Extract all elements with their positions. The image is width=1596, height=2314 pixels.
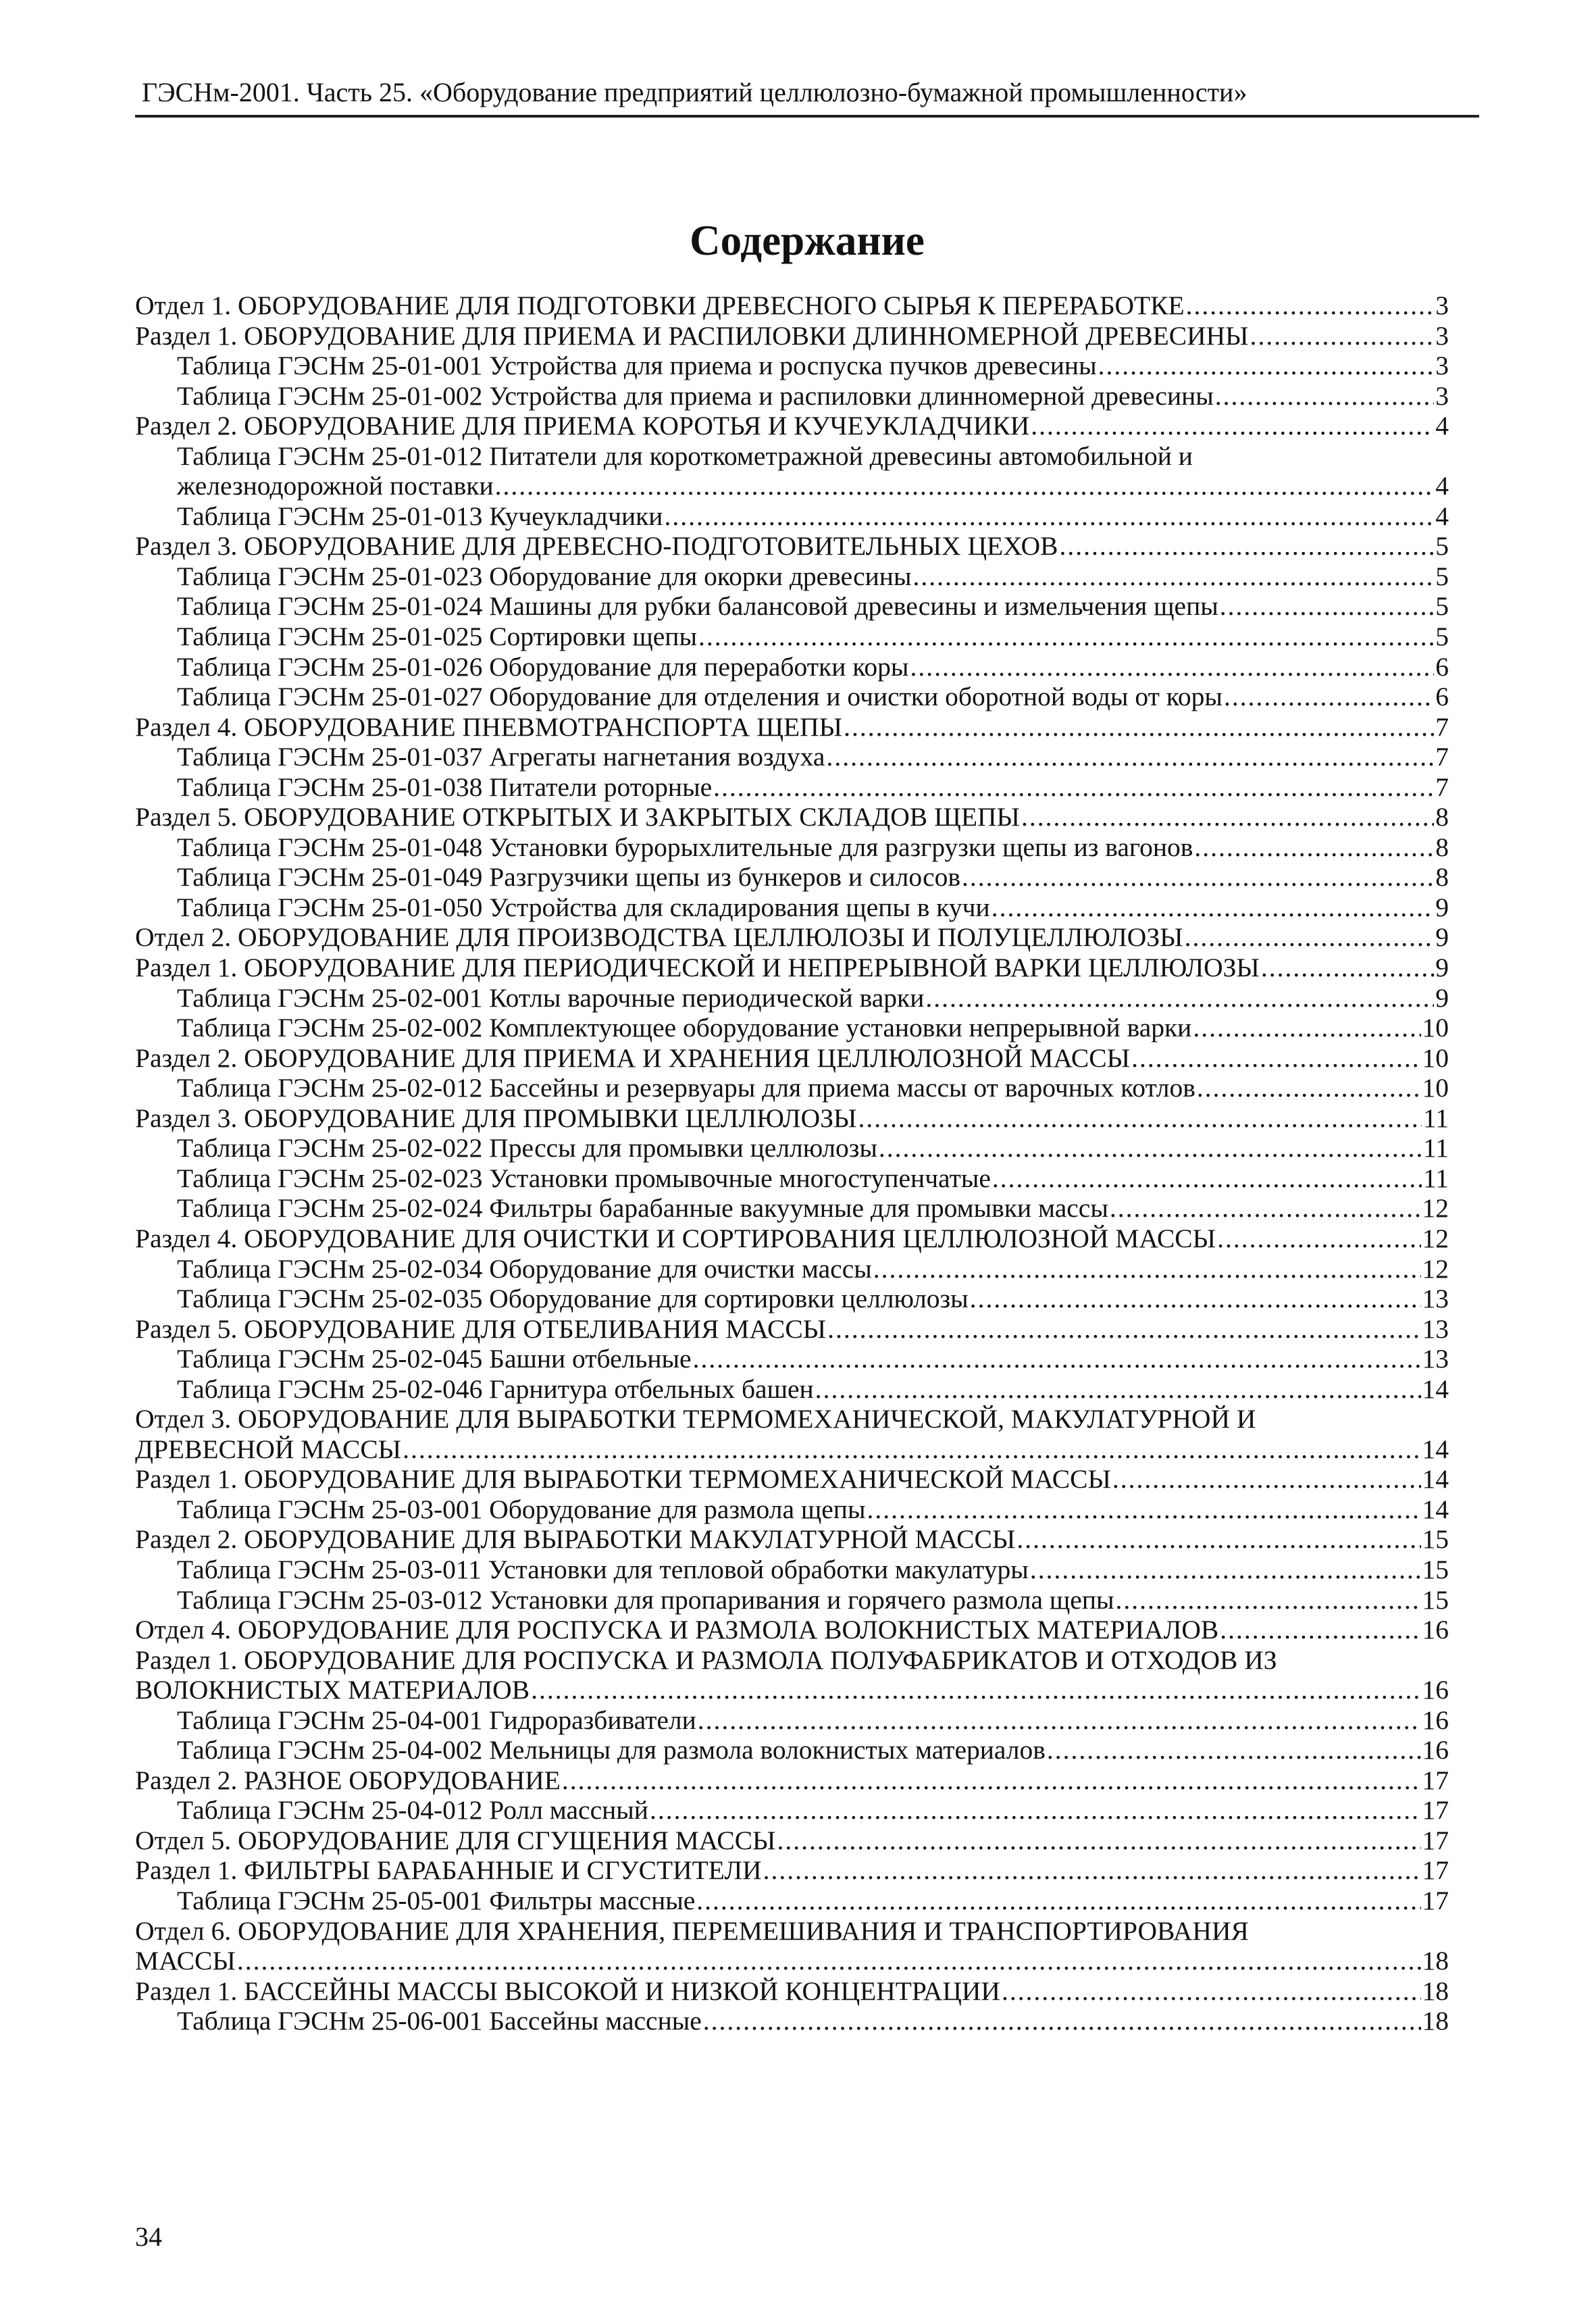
toc-entry-row: [177, 652, 1449, 682]
toc-entry-text: Таблица ГЭСНм 25-01-050 Устройства для складирования щепы в кучи: [177, 892, 990, 922]
toc-entry-text: Таблица ГЭСНм 25-01-023 Оборудование для окорки древесины: [177, 561, 912, 591]
toc-page-number: 7: [1435, 742, 1449, 772]
toc-page-number: 10: [1422, 1073, 1449, 1103]
toc-page-number: 3: [1435, 320, 1449, 351]
dot-leader: [562, 1765, 1421, 1796]
toc-page-number: 4: [1435, 471, 1449, 501]
toc-entry-row: [135, 1826, 1449, 1856]
toc-table-entry[interactable]: [135, 1284, 1449, 1314]
toc-page-number: 9: [1435, 953, 1449, 983]
toc-page-number: 5: [1435, 561, 1449, 591]
toc-page-number: 8: [1435, 862, 1449, 892]
toc-entry-row: [135, 1043, 1449, 1074]
toc-entry-text: Таблица ГЭСНм 25-03-012 Установки для пропаривания и горячего размола щепы: [177, 1584, 1114, 1615]
toc-table-entry[interactable]: [135, 652, 1449, 682]
toc-page-number: 14: [1422, 1374, 1449, 1404]
toc-entry-row: [177, 1886, 1449, 1916]
dot-leader: [879, 1133, 1422, 1163]
toc-entry-row: [135, 712, 1449, 743]
toc-entry-text: Таблица ГЭСНм 25-01-048 Установки бурорыхлительные для разгрузки щепы из вагонов: [177, 832, 1193, 862]
toc-entry-row: [135, 291, 1449, 321]
toc-entry-row: [177, 1013, 1449, 1043]
toc-section-entry[interactable]: [135, 1314, 1449, 1344]
dot-leader: [1031, 411, 1434, 441]
toc-entry-text-continued: железнодорожной поставки: [177, 471, 494, 501]
toc-entry-row: [177, 892, 1449, 923]
dot-leader: [1016, 1524, 1420, 1555]
dot-leader: [867, 1494, 1420, 1525]
toc-page-number: 13: [1422, 1313, 1449, 1344]
dot-leader: [1250, 321, 1435, 351]
toc-page-number: 9: [1435, 922, 1449, 953]
toc-entry-text: Таблица ГЭСНм 25-01-027 Оборудование для отделения и очистки оборотной воды от коры: [177, 682, 1222, 712]
dot-leader: [1030, 1555, 1421, 1585]
toc-entry-row: [135, 1946, 1449, 1976]
toc-entry-row: [177, 1735, 1449, 1765]
toc-page-number: 8: [1435, 802, 1449, 832]
toc-entry-row: [177, 862, 1449, 892]
toc-page-number: 7: [1435, 711, 1449, 742]
toc-entry-row: [177, 1374, 1449, 1405]
toc-entry-text: Раздел 1. ОБОРУДОВАНИЕ ДЛЯ ПРИЕМА И РАСПИЛОВКИ ДЛИННОМЕРНОЙ ДРЕВЕСИНЫ: [135, 320, 1249, 351]
toc-entry-text: Таблица ГЭСНм 25-01-001 Устройства для приема и роспуска пучков древесины: [177, 351, 1097, 381]
dot-leader: [1112, 1464, 1421, 1494]
dot-leader: [698, 1705, 1421, 1736]
toc-table-entry[interactable]: [135, 1073, 1449, 1103]
toc-entry-text: Таблица ГЭСНм 25-01-024 Машины для рубки балансовой древесины и измельчения щепы: [177, 591, 1218, 622]
toc-entry-text: Отдел 2. ОБОРУДОВАНИЕ ДЛЯ ПРОИЗВОДСТВА ЦЕЛЛЮЛОЗЫ И ПОЛУЦЕЛЛЮЛОЗЫ: [135, 922, 1183, 953]
toc-entry-text: Таблица ГЭСНм 25-03-011 Установки для тепловой обработки макулатуры: [177, 1554, 1029, 1584]
toc-entry-row: [177, 1254, 1449, 1284]
toc-entry-text: Раздел 1. ОБОРУДОВАНИЕ ДЛЯ РОСПУСКА И РАЗМОЛА ПОЛУФАБРИКАТОВ И ОТХОДОВ ИЗ: [135, 1644, 1277, 1675]
toc-table-entry[interactable]: [135, 892, 1449, 923]
toc-section-entry[interactable]: [135, 291, 1449, 321]
toc-entry-row: [177, 1193, 1449, 1224]
toc-entry-row: [177, 1494, 1449, 1525]
dot-leader: [1194, 832, 1434, 863]
toc-page-number: 3: [1435, 380, 1449, 411]
toc-table-entry[interactable]: [135, 1254, 1449, 1284]
toc-entry-row: [177, 742, 1449, 772]
toc-table-entry[interactable]: [135, 1494, 1449, 1525]
toc-entry-text: Таблица ГЭСНм 25-04-012 Ролл массный: [177, 1795, 648, 1826]
toc-entry-row: [135, 1976, 1449, 2007]
toc-entry-text-continued: МАССЫ: [135, 1946, 236, 1976]
toc-page-number: 17: [1422, 1855, 1449, 1886]
toc-entry-row: [177, 1585, 1449, 1615]
dot-leader: [1197, 1073, 1421, 1103]
toc-page-number: 6: [1435, 682, 1449, 712]
toc-table-entry[interactable]: [135, 772, 1449, 803]
toc-entry-text: Таблица ГЭСНм 25-02-035 Оборудование для сортировки целлюлозы: [177, 1284, 969, 1314]
toc-section-entry[interactable]: [135, 1615, 1449, 1645]
toc-table-entry[interactable]: [135, 1705, 1449, 1736]
toc-entry-row: [177, 1163, 1449, 1194]
toc-entry-text: Отдел 4. ОБОРУДОВАНИЕ ДЛЯ РОСПУСКА И РАЗМОЛА ВОЛОКНИСТЫХ МАТЕРИАЛОВ: [135, 1615, 1219, 1645]
toc-section-entry[interactable]: [135, 1645, 1449, 1705]
toc-entry-row: [177, 351, 1449, 381]
toc-page-number: 17: [1422, 1795, 1449, 1826]
toc-page-number: 15: [1422, 1584, 1449, 1615]
dot-leader: [1261, 953, 1434, 983]
toc-entry-row: [177, 1555, 1449, 1585]
dot-leader: [237, 1946, 1421, 1976]
toc-entry-row: [135, 802, 1449, 832]
dot-leader: [826, 742, 1434, 772]
dot-leader: [992, 1163, 1422, 1194]
toc-entry-text-continued: ДРЕВЕСНОЙ МАССЫ: [135, 1434, 402, 1464]
toc-entry-text: Таблица ГЭСНм 25-02-023 Установки промывочные многоступенчатые: [177, 1163, 991, 1193]
toc-table-entry[interactable]: [135, 2006, 1449, 2036]
dot-leader: [650, 1795, 1421, 1826]
dot-leader: [1193, 1013, 1420, 1043]
toc-entry-text: Раздел 5. ОБОРУДОВАНИЕ ДЛЯ ОТБЕЛИВАНИЯ МАССЫ: [135, 1313, 827, 1344]
toc-entry-row: [177, 1705, 1449, 1736]
toc-entry-text: Таблица ГЭСНм 25-01-038 Питатели роторные: [177, 772, 713, 802]
dot-leader: [992, 892, 1435, 923]
toc-page-number: 16: [1422, 1615, 1449, 1645]
toc-entry-row: [177, 591, 1449, 622]
dot-leader: [1186, 291, 1435, 321]
toc-entry-text: Таблица ГЭСНм 25-02-022 Прессы для промывки целлюлозы: [177, 1133, 877, 1163]
toc-entry-text: Таблица ГЭСНм 25-02-002 Комплектующее оборудование установки непрерывной варки: [177, 1013, 1192, 1043]
toc-page-number: 9: [1435, 892, 1449, 922]
toc-page-number: 5: [1435, 531, 1449, 561]
toc-table-entry[interactable]: [135, 1585, 1449, 1615]
dot-leader: [664, 501, 1434, 532]
toc-section-entry[interactable]: [135, 531, 1449, 561]
toc-page-number: 14: [1422, 1434, 1449, 1464]
toc-table-entry[interactable]: [135, 1555, 1449, 1585]
toc-entry-row: [177, 381, 1449, 411]
dot-leader: [1220, 591, 1434, 622]
toc-page-number: 15: [1422, 1554, 1449, 1584]
toc-page-number: 5: [1435, 622, 1449, 652]
toc-entry-row: [177, 501, 1449, 532]
toc-table-entry[interactable]: [135, 561, 1449, 592]
toc-entry-text: Отдел 5. ОБОРУДОВАНИЕ ДЛЯ СГУЩЕНИЯ МАССЫ: [135, 1825, 776, 1855]
dot-leader: [925, 983, 1434, 1013]
toc-entry-row: [177, 1284, 1449, 1314]
toc-entry-row: [135, 1675, 1449, 1705]
toc-table-entry[interactable]: [135, 1735, 1449, 1765]
toc-entry-row: [135, 1103, 1449, 1134]
dot-leader: [1217, 1224, 1420, 1254]
dot-leader: [495, 471, 1435, 501]
toc-page-number: 3: [1435, 291, 1449, 320]
toc-page-number: 18: [1422, 2006, 1449, 2036]
dot-leader: [777, 1826, 1420, 1856]
dot-leader: [1021, 802, 1434, 832]
toc-entry-text: Таблица ГЭСНм 25-02-034 Оборудование для очистки массы: [177, 1253, 872, 1284]
toc-entry-text: Раздел 4. ОБОРУДОВАНИЕ ПНЕВМОТРАНСПОРТА ЩЕПЫ: [135, 711, 843, 742]
toc-table-entry[interactable]: [135, 1193, 1449, 1224]
toc-section-entry[interactable]: [135, 411, 1449, 441]
dot-leader: [698, 622, 1434, 652]
dot-leader: [910, 652, 1434, 682]
toc-entry-text: Раздел 2. РАЗНОЕ ОБОРУДОВАНИЕ: [135, 1765, 561, 1795]
toc-entry-text: Раздел 5. ОБОРУДОВАНИЕ ОТКРЫТЫХ И ЗАКРЫТЫХ СКЛАДОВ ЩЕПЫ: [135, 802, 1020, 832]
toc-entry-row: [177, 832, 1449, 863]
page-title: Содержание: [690, 217, 925, 264]
toc-page-number: 10: [1422, 1042, 1449, 1073]
toc-table-entry[interactable]: [135, 441, 1449, 501]
toc-entry-row: [135, 411, 1449, 441]
toc-table-entry[interactable]: [135, 742, 1449, 772]
toc-table-entry[interactable]: [135, 832, 1449, 863]
toc-table-entry[interactable]: [135, 1795, 1449, 1826]
toc-entry-text: Раздел 2. ОБОРУДОВАНИЕ ДЛЯ ПРИЕМА КОРОТЬЯ И КУЧЕУКЛАДЧИКИ: [135, 411, 1030, 441]
toc-entry-text: Таблица ГЭСНм 25-01-026 Оборудование для переработки коры: [177, 651, 909, 682]
toc-entry-text: Таблица ГЭСНм 25-02-001 Котлы варочные периодической варки: [177, 982, 925, 1013]
toc-page-number: 16: [1422, 1705, 1449, 1735]
toc-page-number: 18: [1422, 1946, 1449, 1976]
dot-leader: [693, 1344, 1421, 1374]
toc-entry-row: [177, 471, 1449, 501]
toc-entry-text: Раздел 1. ОБОРУДОВАНИЕ ДЛЯ ПЕРИОДИЧЕСКОЙ И НЕПРЕРЫВНОЙ ВАРКИ ЦЕЛЛЮЛОЗЫ: [135, 953, 1260, 983]
toc-table-entry[interactable]: [135, 501, 1449, 532]
toc-section-entry[interactable]: [135, 1524, 1449, 1555]
toc-entry-row: [177, 1795, 1449, 1826]
dot-leader: [1185, 922, 1435, 953]
toc-page-number: 14: [1422, 1494, 1449, 1524]
toc-table-entry[interactable]: [135, 622, 1449, 652]
dot-leader: [962, 862, 1434, 892]
toc-page-number: 3: [1435, 351, 1449, 381]
toc-entry-text: Раздел 3. ОБОРУДОВАНИЕ ДЛЯ ПРОМЫВКИ ЦЕЛЛЮЛОЗЫ: [135, 1103, 857, 1133]
toc-page-number: 16: [1422, 1675, 1449, 1705]
toc-page-number: 12: [1422, 1223, 1449, 1253]
toc-section-entry[interactable]: [135, 802, 1449, 832]
toc-table-entry[interactable]: [135, 682, 1449, 712]
dot-leader: [912, 561, 1434, 592]
toc-entry-row: [135, 1464, 1449, 1494]
toc-entry-text: Отдел 3. ОБОРУДОВАНИЕ ДЛЯ ВЫРАБОТКИ ТЕРМОМЕХАНИЧЕСКОЙ, МАКУЛАТУРНОЙ И: [135, 1404, 1256, 1434]
toc-entry-text: Таблица ГЭСНм 25-01-012 Питатели для короткометражной древесины автомобильной и: [177, 441, 1193, 471]
toc-section-entry[interactable]: [135, 321, 1449, 351]
toc-page-number: 13: [1422, 1344, 1449, 1374]
toc-entry-text: Таблица ГЭСНм 25-01-037 Агрегаты нагнетания воздуха: [177, 742, 825, 772]
toc-entry-row: [135, 321, 1449, 351]
toc-entry-row: [135, 1524, 1449, 1555]
toc-page-number: 12: [1422, 1193, 1449, 1224]
dot-leader: [827, 1314, 1420, 1344]
toc-page-number: 10: [1422, 1013, 1449, 1043]
toc-section-entry[interactable]: [135, 712, 1449, 743]
toc-entry-text: Таблица ГЭСНм 25-05-001 Фильтры массные: [177, 1885, 696, 1915]
toc-page-number: 11: [1422, 1133, 1449, 1163]
dot-leader: [1215, 381, 1434, 411]
toc-entry-text: Раздел 1. ФИЛЬТРЫ БАРАБАННЫЕ И СГУСТИТЕЛИ: [135, 1855, 762, 1886]
toc-page-number: 11: [1422, 1103, 1449, 1133]
dot-leader: [1060, 531, 1435, 561]
toc-entry-row: [177, 561, 1449, 592]
toc-entry-text: Раздел 2. ОБОРУДОВАНИЕ ДЛЯ ВЫРАБОТКИ МАКУЛАТУРНОЙ МАССЫ: [135, 1524, 1016, 1555]
toc-page-number: 17: [1422, 1885, 1449, 1915]
toc-page-number: 14: [1422, 1464, 1449, 1494]
toc-section-entry[interactable]: [135, 922, 1449, 953]
toc-entry-row: [135, 1314, 1449, 1344]
toc-section-entry[interactable]: [135, 1404, 1449, 1464]
dot-leader: [713, 772, 1434, 803]
dot-leader: [1002, 1976, 1421, 2007]
toc-entry-row: [177, 983, 1449, 1013]
dot-leader: [815, 1374, 1421, 1405]
toc-table-entry[interactable]: [135, 1163, 1449, 1194]
toc-entry-text: Раздел 1. ОБОРУДОВАНИЕ ДЛЯ ВЫРАБОТКИ ТЕРМОМЕХАНИЧЕСКОЙ МАССЫ: [135, 1464, 1111, 1494]
dot-leader: [1098, 351, 1435, 381]
toc-table-entry[interactable]: [135, 1013, 1449, 1043]
toc-entry-text: Раздел 1. БАССЕЙНЫ МАССЫ ВЫСОКОЙ И НИЗКОЙ КОНЦЕНТРАЦИИ: [135, 1976, 1000, 2006]
toc-entry-text: Раздел 2. ОБОРУДОВАНИЕ ДЛЯ ПРИЕМА И ХРАНЕНИЯ ЦЕЛЛЮЛОЗНОЙ МАССЫ: [135, 1042, 1131, 1073]
toc-entry-text: Таблица ГЭСНм 25-01-013 Кучеукладчики: [177, 501, 663, 531]
dot-leader: [403, 1434, 1420, 1465]
toc-page-number: 9: [1435, 982, 1449, 1013]
toc-page-number: 16: [1422, 1735, 1449, 1765]
toc-entry-row: [177, 1344, 1449, 1374]
toc-entry-text: Таблица ГЭСНм 25-01-002 Устройства для приема и распиловки длинномерной древесины: [177, 380, 1214, 411]
toc-table-entry[interactable]: [135, 862, 1449, 892]
dot-leader: [873, 1254, 1421, 1284]
toc-page-number: 15: [1422, 1524, 1449, 1555]
toc-entry-text: Таблица ГЭСНм 25-04-002 Мельницы для размола волокнистых материалов: [177, 1735, 1046, 1765]
toc-page-number: 6: [1435, 651, 1449, 682]
header-rule: [135, 115, 1479, 118]
toc-entry-text: Таблица ГЭСНм 25-02-045 Башни отбельные: [177, 1344, 692, 1374]
toc-entry-row: [177, 772, 1449, 803]
toc-entry-text-continued: ВОЛОКНИСТЫХ МАТЕРИАЛОВ: [135, 1675, 530, 1705]
dot-leader: [696, 1886, 1420, 1916]
toc-entry-text: Отдел 6. ОБОРУДОВАНИЕ ДЛЯ ХРАНЕНИЯ, ПЕРЕМЕШИВАНИЯ И ТРАНСПОРТИРОВАНИЯ: [135, 1915, 1249, 1946]
toc-entry-row: [177, 1133, 1449, 1163]
dot-leader: [531, 1675, 1420, 1705]
toc-section-entry[interactable]: [135, 1976, 1449, 2007]
dot-leader: [1047, 1735, 1421, 1765]
toc-page-number: 11: [1422, 1163, 1449, 1193]
toc-page-number: 18: [1422, 1976, 1449, 2006]
toc-page-number: 17: [1422, 1765, 1449, 1795]
toc-entry-text: Таблица ГЭСНм 25-02-046 Гарнитура отбельных башен: [177, 1374, 814, 1404]
toc-section-entry[interactable]: [135, 1855, 1449, 1886]
toc-page-number: 5: [1435, 591, 1449, 622]
dot-leader: [1220, 1615, 1420, 1645]
toc-page-number: 4: [1435, 501, 1449, 531]
toc-entry-row: [177, 682, 1449, 712]
dot-leader: [763, 1855, 1421, 1886]
toc-entry-text: Таблица ГЭСНм 25-06-001 Бассейны массные: [177, 2006, 702, 2036]
toc-entry-text: Таблица ГЭСНм 25-04-001 Гидроразбиватели: [177, 1705, 696, 1735]
toc-page-number: 4: [1435, 411, 1449, 441]
dot-leader: [1224, 682, 1434, 712]
dot-leader: [703, 2006, 1421, 2036]
toc-entry-text: Таблица ГЭСНм 25-02-012 Бассейны и резервуары для приема массы от варочных котлов: [177, 1073, 1195, 1103]
toc-section-entry[interactable]: [135, 1826, 1449, 1856]
toc-entry-row: [135, 1434, 1449, 1465]
toc-entry-text: Таблица ГЭСНм 25-01-049 Разгрузчики щепы из бункеров и силосов: [177, 862, 961, 892]
toc-section-entry[interactable]: [135, 1916, 1449, 1976]
toc-table-entry[interactable]: [135, 591, 1449, 622]
toc-entry-row: [135, 1224, 1449, 1254]
toc-entry-row: [135, 1855, 1449, 1886]
toc-entry-text: Таблица ГЭСНм 25-01-025 Сортировки щепы: [177, 622, 697, 652]
toc-table-entry[interactable]: [135, 1374, 1449, 1405]
toc-entry-text: Отдел 1. ОБОРУДОВАНИЕ ДЛЯ ПОДГОТОВКИ ДРЕВЕСНОГО СЫРЬЯ К ПЕРЕРАБОТКЕ: [135, 291, 1185, 320]
dot-leader: [1110, 1193, 1421, 1224]
page-number: 34: [135, 2221, 162, 2252]
toc-section-entry[interactable]: [135, 1043, 1449, 1074]
toc-page-number: 8: [1435, 832, 1449, 862]
toc-table-entry[interactable]: [135, 1133, 1449, 1163]
toc-page-number: 13: [1422, 1284, 1449, 1314]
dot-leader: [858, 1103, 1422, 1134]
toc-section-entry[interactable]: [135, 1224, 1449, 1254]
toc-entry-text: Раздел 3. ОБОРУДОВАНИЕ ДЛЯ ДРЕВЕСНО-ПОДГОТОВИТЕЛЬНЫХ ЦЕХОВ: [135, 531, 1058, 561]
toc-section-entry[interactable]: [135, 1103, 1449, 1134]
toc-entry-row: [135, 1765, 1449, 1796]
toc-entry-row: [135, 531, 1449, 561]
toc-section-entry[interactable]: [135, 1464, 1449, 1494]
toc-page-number: 7: [1435, 772, 1449, 802]
toc-entry-text: Таблица ГЭСНм 25-03-001 Оборудование для размола щепы: [177, 1494, 866, 1524]
toc-entry-row: [135, 922, 1449, 953]
toc-entry-row: [135, 1615, 1449, 1645]
toc-table-entry[interactable]: [135, 983, 1449, 1013]
running-header: ГЭСНм-2001. Часть 25. «Оборудование предприятий целлюлозно-бумажной промышленности»: [142, 77, 1247, 107]
toc-table-entry[interactable]: [135, 381, 1449, 411]
toc-table-entry[interactable]: [135, 1886, 1449, 1916]
dot-leader: [844, 712, 1434, 743]
dot-leader: [1131, 1043, 1420, 1074]
toc-entry-row: [135, 953, 1449, 983]
toc-entry-row: [177, 622, 1449, 652]
dot-leader: [970, 1284, 1421, 1314]
toc-page-number: 17: [1422, 1825, 1449, 1855]
toc-entry-row: [177, 1073, 1449, 1103]
toc-section-entry[interactable]: [135, 953, 1449, 983]
dot-leader: [1116, 1585, 1421, 1615]
toc-entry-text: Раздел 4. ОБОРУДОВАНИЕ ДЛЯ ОЧИСТКИ И СОРТИРОВАНИЯ ЦЕЛЛЮЛОЗНОЙ МАССЫ: [135, 1223, 1216, 1253]
toc-entry-text: Таблица ГЭСНм 25-02-024 Фильтры барабанные вакуумные для промывки массы: [177, 1193, 1108, 1224]
toc-page-number: 12: [1422, 1253, 1449, 1284]
toc-table-entry[interactable]: [135, 1344, 1449, 1374]
toc-table-entry[interactable]: [135, 351, 1449, 381]
toc-entry-row: [177, 2006, 1449, 2036]
table-of-contents: [135, 291, 1449, 2036]
toc-section-entry[interactable]: [135, 1765, 1449, 1796]
